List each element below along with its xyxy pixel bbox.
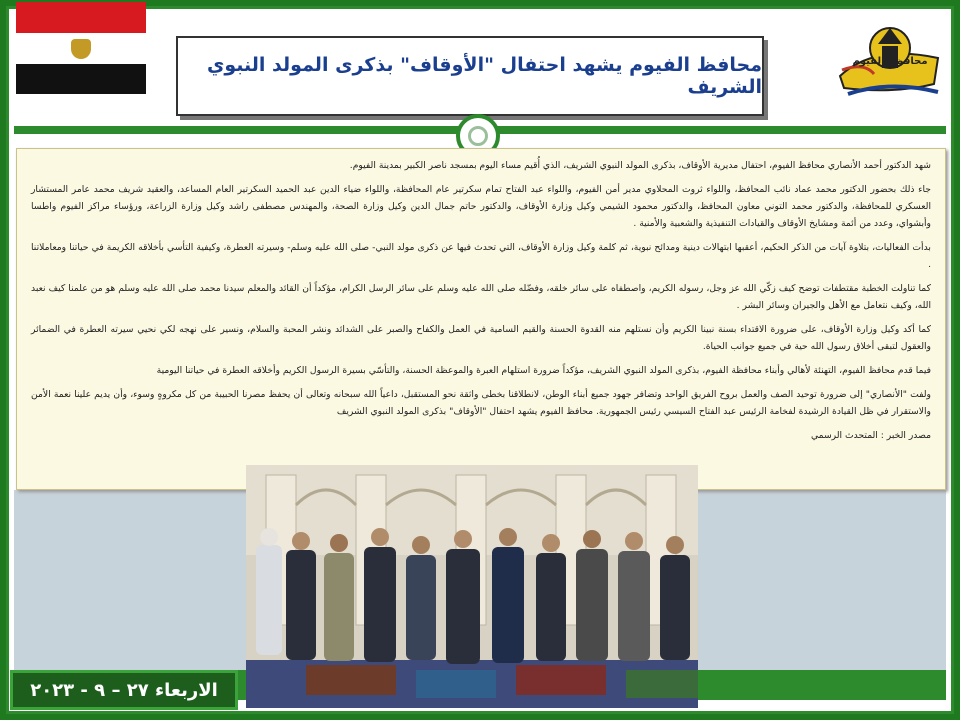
article-body (16, 148, 946, 490)
page-title: محافظ الفيوم يشهد احتفال "الأوقاف" بذكرى المولد النبوي الشريف (206, 54, 762, 98)
flag-black-stripe (16, 64, 146, 94)
fayoum-governorate-logo (834, 14, 946, 104)
article-source: مصدر الخبر : المتحدث الرسمي (811, 430, 931, 441)
article-paragraph-2: جاء ذلك بحضور الدكتور محمد عماد نائب المحافظ، واللواء ثروت المحلاوي مدير أمن الفيوم، واللواء عبد الفتاح تمام سكرتير عام المحافظة، واللواء ضياء الدين عبد الحميد السكرتير العام المساعد، والعقيد شريف محمد عامر المستشار العسكري للمحافظة، والدكتور محمد التوني معاون المحافظ، والدكتور محمود الشيمي وكيل وزارة الأوقاف، والدكتور حاتم جمال الدين وكيل وزارة الصحة، والمهندس مصطفى راشد وكيل وزارة الزراعة، ورؤساء مراكز الفيوم واطسا وأبشواي، وعدد من أئمة ومشايخ الأوقاف والقيادات التنفيذية والشعبية والأمنية . (31, 184, 931, 229)
article-paragraph-1: شهد الدكتور أحمد الأنصاري محافظ الفيوم، احتفال مديرية الأوقاف، بذكرى المولد النبوي الشريف، الذي أُقيم مساء اليوم بمسجد ناصر الكبير بمدينة الفيوم. (349, 160, 931, 171)
article-paragraph-3: بدأت الفعاليات، بتلاوة آيات من الذكر الحكيم، أعقبها ابتهالات دينية ومدائح نبوية، ثم كلمة وكيل وزارة الأوقاف، التي تحدث فيها عن ذكرى مولد النبي- صلى الله عليه وسلم- وسيرته العطرة، وكيفية التأسي بأخلاقه الكريمة في حياتنا ومعاملاتنا . (31, 242, 931, 270)
flag-red-stripe (16, 2, 146, 33)
date-label: الاربعاء ٢٧ – ٩ - ٢٠٢٣ (30, 679, 218, 701)
flag-eagle-icon (71, 39, 91, 59)
mosque-prayer-photo (246, 465, 698, 708)
egypt-flag-icon (16, 2, 146, 94)
logo-text: محافظة الفيوم (852, 56, 928, 67)
title-box (176, 36, 764, 116)
article-paragraph-6: فيما قدم محافظ الفيوم، التهنئة لأهالي وأبناء محافظة الفيوم، بذكرى المولد النبوي الشريف، مؤكداً ضرورة استلهام العبرة والموعظة الحسنة، والتأسّي بسيرة الرسول الكريم وأخلاقه العطرة في حياتنا اليومية (156, 365, 931, 376)
article-paragraph-4: كما تناولت الخطبة مقتطفات توضح كيف زكّي الله عز وجل، رسوله الكريم، واصطفاه على سائر خلقه، وفضّله صلى الله عليه وسلم على سائر الرسل الكرام، مؤكداً أن القائد والمعلم سيدنا محمد صلى الله عليه وسلم هو من علمنا كيف نعبد الله، وكيف نتعامل مع الأهل والجيران وسائر البشر . (31, 283, 931, 311)
date-box (10, 670, 238, 710)
article-paragraph-5: كما أكد وكيل وزارة الأوقاف، على ضرورة الاقتداء بسنة نبينا الكريم وأن نستلهم منه القدوة الحسنة والقيم السامية في العمل والكفاح والصبر على الشدائد ونشر المحبة والسلام، ونسير على نهجه لكي نحيي سيرته العطرة في الضمائر والعقول لتبقى أخلاق رسول الله حية في جميع جوانب الحياة. (31, 324, 931, 352)
article-paragraph-7: ولفت "الأنصاري" إلى ضرورة توحيد الصف والعمل بروح الفريق الواحد وتضافر جهود جميع أبناء الوطن، لانطلاقنا بخطى واثقة نحو المستقبل، داعياً الله سبحانه وتعالى أن يحفظ مصرنا الحبيبة من كل مكروهٍ وسوء، وأن يديم علينا نعمة الأمن والاستقرار في ظل القيادة الرشيدة لفخامة الرئيس عبد الفتاح السيسي رئيس الجمهورية. محافظ الفيوم يشهد احتفال "الأوقاف" بذكرى المولد النبوي الشريف (31, 389, 931, 417)
